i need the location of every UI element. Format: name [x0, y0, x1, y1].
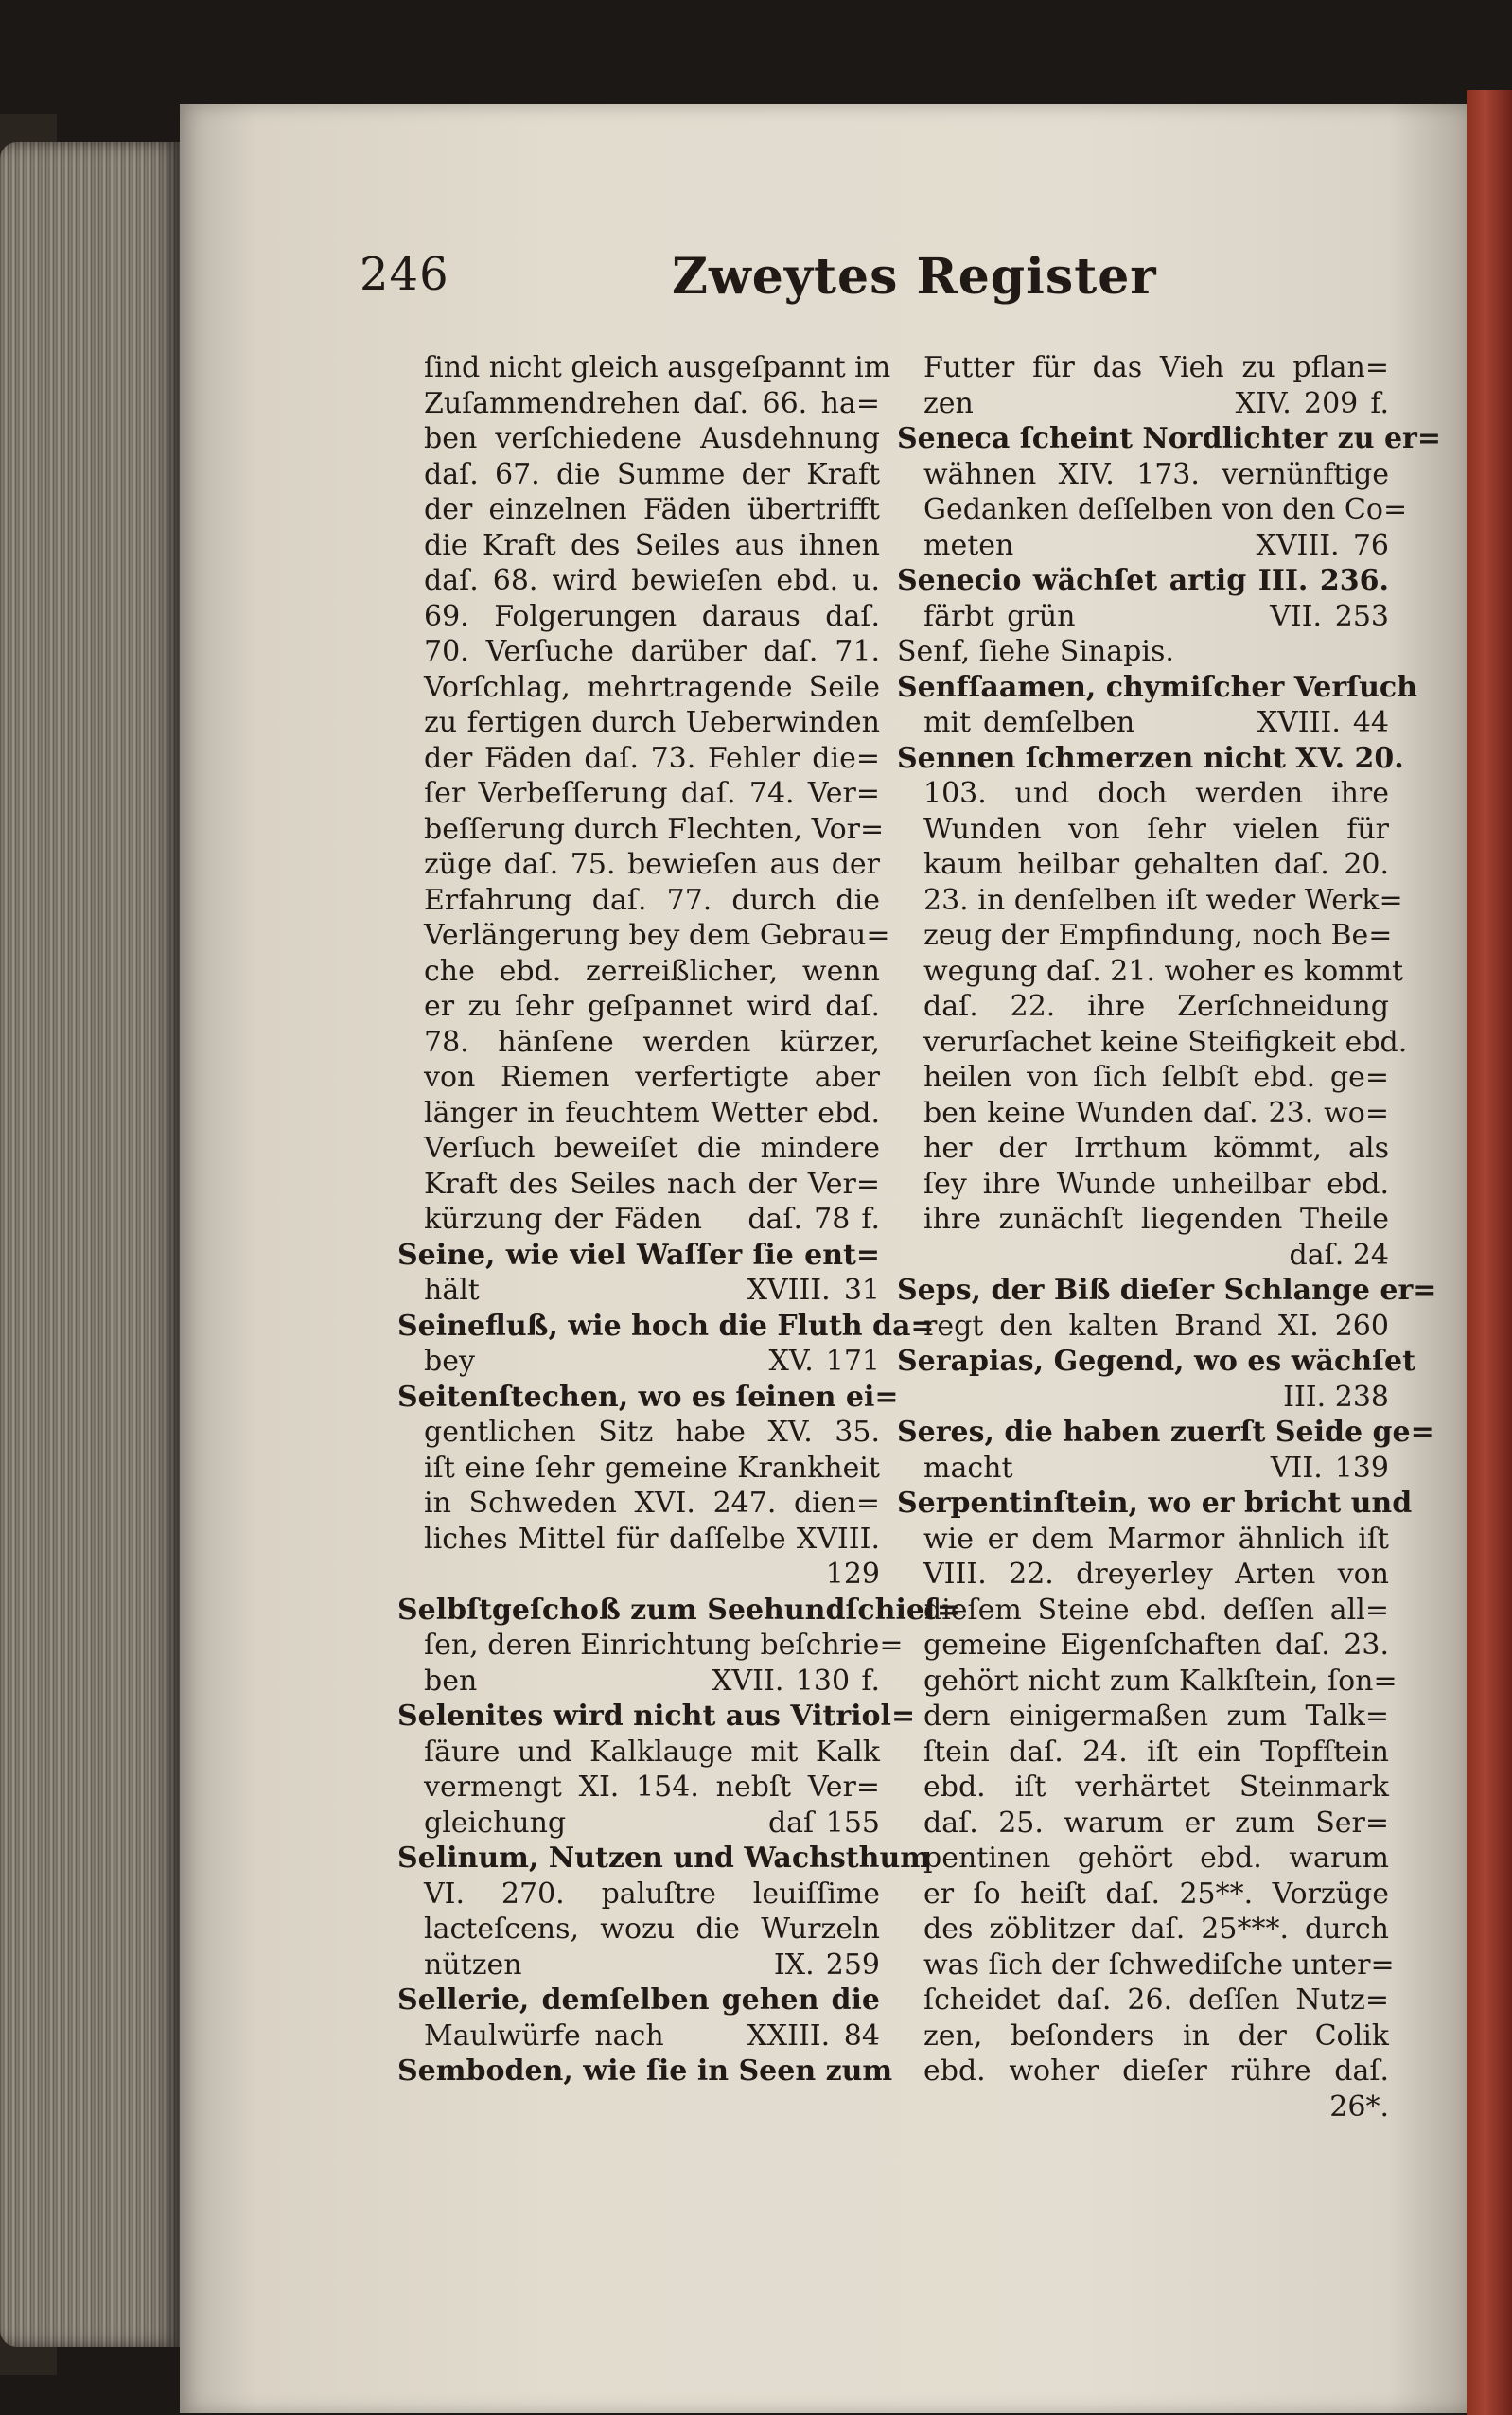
index-line: III. 238: [1283, 1380, 1389, 1414]
index-line: VI. 270. paluſtre leuiſſime: [424, 1877, 880, 1911]
index-line: daſ. 68. wird bewieſen ebd. u.: [424, 564, 880, 597]
index-line: 78. hänſene werden kürzer,: [424, 1025, 880, 1059]
index-line: zen XIV. 209 f.: [923, 386, 1389, 420]
index-line: Selenites wird nicht aus Vitriol=: [397, 1700, 916, 1733]
index-line: Seitenſtechen, wo es ſeinen ei=: [397, 1380, 899, 1414]
index-line: daſ. 24: [1289, 1238, 1389, 1272]
index-line: Kraft des Seiles nach der Ver=: [424, 1167, 880, 1201]
index-line: Futter für das Vieh zu pflan=: [923, 351, 1389, 384]
index-line: ebd. iſt verhärtet Steinmark: [923, 1771, 1389, 1804]
index-line: Semboden, wie ſie in Seen zum: [397, 2054, 893, 2088]
index-line: wie er dem Marmor ähnlich iſt: [923, 1522, 1389, 1556]
index-line: Erfahrung daſ. 77. durch die: [424, 883, 880, 917]
page-edges: [0, 142, 180, 2347]
index-line: der Fäden daſ. 73. Fehler die=: [424, 741, 880, 775]
index-line: daſ. 67. die Summe der Kraft: [424, 457, 880, 491]
index-line: Verſuch beweiſet die mindere: [424, 1132, 880, 1165]
index-line: gehört nicht zum Kalkſtein, ſon=: [923, 1664, 1398, 1698]
page-number: 246: [360, 248, 449, 301]
index-line: ſäure und Kalklauge mit Kalk: [424, 1735, 880, 1769]
index-line: Senf, ſiehe Sinapis.: [897, 635, 1174, 668]
index-line: zen, beſonders in der Colik: [923, 2018, 1389, 2053]
index-line: beſſerung durch Flechten, Vor=: [424, 812, 885, 846]
index-line: kürzung der Fäden daſ. 78 f.: [424, 1203, 880, 1236]
index-line: Seps, der Biß dieſer Schlange er=: [897, 1274, 1437, 1307]
index-line: iſt eine ſehr gemeine Krankheit: [424, 1451, 880, 1485]
index-line: 103. und doch werden ihre: [923, 777, 1389, 810]
index-line: nützen IX. 259: [424, 1948, 880, 1982]
index-line: ihre zunächſt liegenden Theile: [923, 1203, 1389, 1236]
index-line: ben XVII. 130 f.: [424, 1664, 880, 1698]
left-column: [397, 350, 960, 2089]
index-line: macht VII. 139: [923, 1451, 1389, 1485]
index-line: des zöblitzer daſ. 25***. durch: [923, 1913, 1389, 1946]
index-line: Seneca ſcheint Nordlichter zu er=: [897, 422, 1441, 455]
index-line: Sennen ſchmerzen nicht XV. 20.: [897, 741, 1404, 775]
index-line: wegung daſ. 21. woher es kommt: [923, 954, 1404, 988]
index-line: er zu ſehr geſpannet wird daſ.: [424, 990, 880, 1023]
index-line: 69. Folgerungen daraus daſ.: [424, 599, 880, 633]
index-line: pentinen gehört ebd. warum: [923, 1842, 1389, 1875]
index-line: che ebd. zerreißlicher, wenn: [424, 954, 880, 988]
index-line: ſcheidet daſ. 26. deſſen Nutz=: [923, 1983, 1389, 2017]
index-line: 70. Verſuche darüber daſ. 71.: [424, 635, 880, 668]
index-line: länger in feuchtem Wetter ebd.: [424, 1096, 880, 1130]
index-line: Serpentinſtein, wo er bricht und: [897, 1487, 1413, 1520]
index-line: dern einigermaßen zum Talk=: [923, 1700, 1389, 1733]
index-line: in Schweden XVI. 247. dien=: [424, 1487, 880, 1520]
index-line: hält XVIII. 31: [424, 1274, 880, 1307]
index-line: gentlichen Sitz habe XV. 35.: [424, 1416, 880, 1449]
index-line: färbt grün VII. 253: [923, 599, 1389, 633]
index-line: Zuſammendrehen daſ. 66. ha=: [424, 386, 880, 420]
index-line: meten XVIII. 76: [923, 528, 1389, 562]
index-line: was ſich der ſchwediſche unter=: [923, 1948, 1395, 1982]
index-line: wähnen XIV. 173. vernünftige: [923, 457, 1389, 491]
index-line: zu fertigen durch Ueberwinden: [424, 706, 880, 739]
index-line: er ſo heiſt daſ. 25**. Vorzüge: [923, 1877, 1389, 1911]
index-line: daſ. 22. ihre Zerſchneidung: [923, 990, 1389, 1023]
index-line: Vorſchlag, mehrtragende Seile: [424, 670, 880, 704]
index-line: vermengt XI. 154. nebſt Ver=: [424, 1771, 880, 1804]
index-line: züge daſ. 75. bewieſen aus der: [424, 848, 880, 881]
index-line: die Kraft des Seiles aus ihnen: [424, 528, 880, 562]
facing-page-edge: [1467, 90, 1512, 2415]
index-line: 26*.: [1329, 2089, 1389, 2124]
index-line: her der Irrthum kömmt, als: [923, 1132, 1389, 1165]
index-line: Senecio wächſet artig III. 236.: [897, 564, 1389, 597]
index-line: lacteſcens, wozu die Wurzeln: [424, 1913, 880, 1946]
index-line: Selinum, Nutzen und Wachsthum: [397, 1842, 931, 1875]
index-line: 129: [825, 1558, 880, 1591]
index-line: ſind nicht gleich ausgeſpannt im: [424, 351, 891, 384]
index-line: ſtein daſ. 24. iſt ein Topfſtein: [923, 1735, 1389, 1769]
index-line: gleichung daſ 155: [424, 1806, 880, 1840]
index-line: Selbſtgeſchoß zum Seehundſchieſ=: [397, 1593, 960, 1627]
right-column: [897, 350, 1441, 2124]
index-line: von Riemen verfertigte aber: [424, 1061, 880, 1094]
index-line: Verlängerung bey dem Gebrau=: [424, 919, 890, 952]
index-line: Maulwürfe nach XXIII. 84: [424, 2018, 880, 2053]
index-line: mit demſelben XVIII. 44: [923, 706, 1389, 739]
index-line: Seinefluß, wie hoch die Fluth da=: [397, 1309, 935, 1343]
index-line: kaum heilbar gehalten daſ. 20.: [923, 848, 1389, 881]
index-line: dieſem Steine ebd. deſſen all=: [923, 1593, 1389, 1627]
index-line: zeug der Empfindung, noch Be=: [923, 919, 1393, 952]
index-line: Seres, die haben zuerſt Seide ge=: [897, 1416, 1434, 1449]
index-line: ebd. woher dieſer rühre daſ.: [923, 2054, 1389, 2088]
index-line: heilen von ſich ſelbſt ebd. ge=: [923, 1061, 1389, 1094]
index-line: Sellerie, demſelben gehen die: [397, 1983, 880, 2017]
index-line: VIII. 22. dreyerley Arten von: [923, 1558, 1389, 1591]
index-line: Seine, wie viel Waſſer ſie ent=: [397, 1238, 880, 1272]
index-line: gemeine Eigenſchaften daſ. 23.: [923, 1629, 1389, 1662]
index-line: ſey ihre Wunde unheilbar ebd.: [923, 1167, 1389, 1201]
running-title: Zweytes Register: [672, 248, 1157, 306]
index-line: ben verſchiedene Ausdehnung: [424, 422, 880, 455]
index-line: bey XV. 171: [424, 1345, 880, 1378]
index-line: verurſachet keine Steifigkeit ebd.: [923, 1025, 1408, 1059]
index-line: ſer Verbeſſerung daſ. 74. Ver=: [424, 777, 880, 810]
index-line: der einzelnen Fäden übertrifft: [424, 493, 880, 526]
index-line: daſ. 25. warum er zum Ser=: [923, 1806, 1389, 1840]
index-line: regt den kalten Brand XI. 260: [923, 1309, 1389, 1343]
index-line: Wunden von ſehr vielen für: [923, 812, 1389, 846]
index-line: ſen, deren Einrichtung beſchrie=: [424, 1629, 904, 1662]
index-line: Serapias, Gegend, wo es wächſet: [897, 1345, 1415, 1378]
index-line: Senfſaamen, chymiſcher Verſuch: [897, 670, 1417, 704]
index-line: liches Mittel für daſſelbe XVIII.: [424, 1522, 880, 1556]
index-line: Gedanken deſſelben von den Co=: [923, 493, 1408, 526]
index-line: ben keine Wunden daſ. 23. wo=: [923, 1096, 1389, 1130]
index-line: 23. in denſelben iſt weder Werk=: [923, 883, 1403, 917]
page-header: [360, 248, 1429, 314]
